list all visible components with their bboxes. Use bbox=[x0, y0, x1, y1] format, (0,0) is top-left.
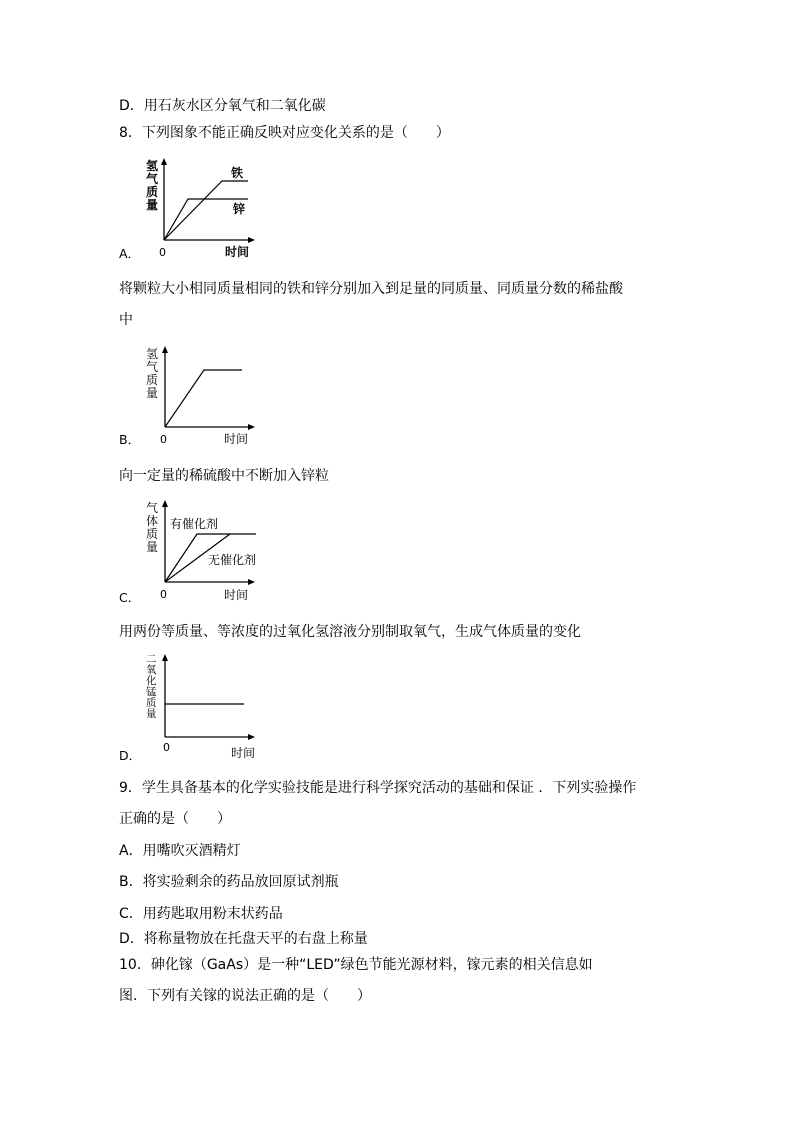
graph-b-ylabel-4: 量 bbox=[146, 386, 159, 400]
graph-d-ylabel-6: 量 bbox=[146, 708, 157, 720]
q8-option-b-label: B． bbox=[119, 432, 141, 447]
graph-b-ylabel-1: 氢 bbox=[146, 347, 159, 361]
q8-option-a-desc-1: 将颗粒大小相同质量相同的铁和锌分别加入到足量的同质量、同质量分数的稀盐酸 bbox=[119, 281, 623, 297]
graph-b-ylabel-2: 气 bbox=[146, 360, 159, 374]
graph-a-origin: 0 bbox=[159, 246, 166, 259]
q8-option-a-desc-2: 中 bbox=[119, 312, 133, 328]
graph-b-xlabel: 时间 bbox=[224, 432, 249, 446]
q9-option-c: C．用药匙取用粉末状药品 bbox=[119, 906, 283, 922]
graph-c-origin: 0 bbox=[160, 588, 167, 601]
graph-c-ylabel-4: 量 bbox=[146, 540, 159, 554]
graph-a bbox=[140, 158, 280, 263]
graph-d-origin: 0 bbox=[163, 741, 170, 754]
graph-a-xlabel: 时间 bbox=[225, 245, 250, 259]
graph-c bbox=[140, 500, 280, 605]
q9-stem-1: 9．学生具备基本的化学实验技能是进行科学探究活动的基础和保证 ．下列实验操作 bbox=[119, 780, 637, 796]
q8-option-d-label: D． bbox=[119, 748, 142, 763]
q8-option-c-label: C． bbox=[119, 590, 141, 605]
graph-c-y-arrow bbox=[162, 500, 168, 507]
graph-b-origin: 0 bbox=[160, 433, 167, 446]
q9-stem-2: 正确的是（ ） bbox=[119, 811, 231, 827]
graph-a-ylabel-2: 气 bbox=[146, 172, 159, 186]
q8-stem: 8．下列图象不能正确反映对应变化关系的是（ ） bbox=[119, 125, 450, 141]
graph-a-ylabel-3: 质 bbox=[146, 185, 159, 199]
graph-c-no-catalyst-label: 无催化剂 bbox=[208, 553, 257, 567]
q9-option-a: A．用嘴吹灭酒精灯 bbox=[119, 843, 241, 859]
graph-c-catalyst-label: 有催化剂 bbox=[170, 517, 219, 531]
graph-d-ylabel-2: 氧 bbox=[146, 664, 157, 676]
graph-b-ylabel-3: 质 bbox=[146, 373, 159, 387]
graph-a-ylabel-1: 氢 bbox=[146, 159, 159, 173]
graph-c-xlabel: 时间 bbox=[224, 588, 249, 602]
q7-option-d: D．用石灰水区分氧气和二氧化碳 bbox=[119, 98, 326, 114]
graph-a-ylabel-4: 量 bbox=[146, 198, 159, 212]
q8-option-b-desc-1: 向一定量的稀硫酸中不断加入锌粒 bbox=[119, 468, 329, 484]
graph-a-iron-label: 铁 bbox=[231, 166, 244, 180]
graph-d-x-arrow bbox=[248, 734, 255, 740]
q10-stem-1: 10．砷化镓（GaAs）是一种“LED”绿色节能光源材料，镓元素的相关信息如 bbox=[119, 957, 593, 973]
graph-d-ylabel-1: 二 bbox=[146, 653, 157, 665]
graph-d-ylabel-5: 质 bbox=[146, 697, 157, 709]
graph-a-zinc-label: 锌 bbox=[233, 202, 246, 216]
graph-c-ylabel-3: 质 bbox=[146, 527, 159, 541]
graph-b-line bbox=[165, 370, 242, 427]
graph-c-x-arrow bbox=[248, 579, 255, 585]
graph-c-ylabel-2: 体 bbox=[146, 514, 159, 528]
graph-d-ylabel-4: 锰 bbox=[146, 686, 157, 698]
q8-option-c-desc-1: 用两份等质量、等浓度的过氧化氢溶液分别制取氧气，生成气体质量的变化 bbox=[119, 624, 581, 640]
graph-b-y-arrow bbox=[162, 346, 168, 353]
q10-stem-2: 图．下列有关镓的说法正确的是（ ） bbox=[119, 988, 371, 1004]
graph-d-xlabel: 时间 bbox=[231, 746, 256, 760]
q9-option-d: D．将称量物放在托盘天平的右盘上称量 bbox=[119, 931, 368, 947]
graph-b bbox=[140, 345, 280, 450]
graph-b-x-arrow bbox=[248, 424, 255, 430]
graph-a-y-arrow bbox=[161, 158, 167, 165]
q8-option-a-label: A． bbox=[119, 246, 141, 261]
graph-a-x-arrow bbox=[248, 237, 255, 243]
graph-c-ylabel-1: 气 bbox=[146, 501, 159, 515]
graph-d-y-arrow bbox=[162, 654, 168, 661]
graph-d-ylabel-3: 化 bbox=[146, 675, 157, 687]
graph-d bbox=[140, 652, 280, 762]
q9-option-b: B．将实验剩余的药品放回原试剂瓶 bbox=[119, 874, 339, 890]
